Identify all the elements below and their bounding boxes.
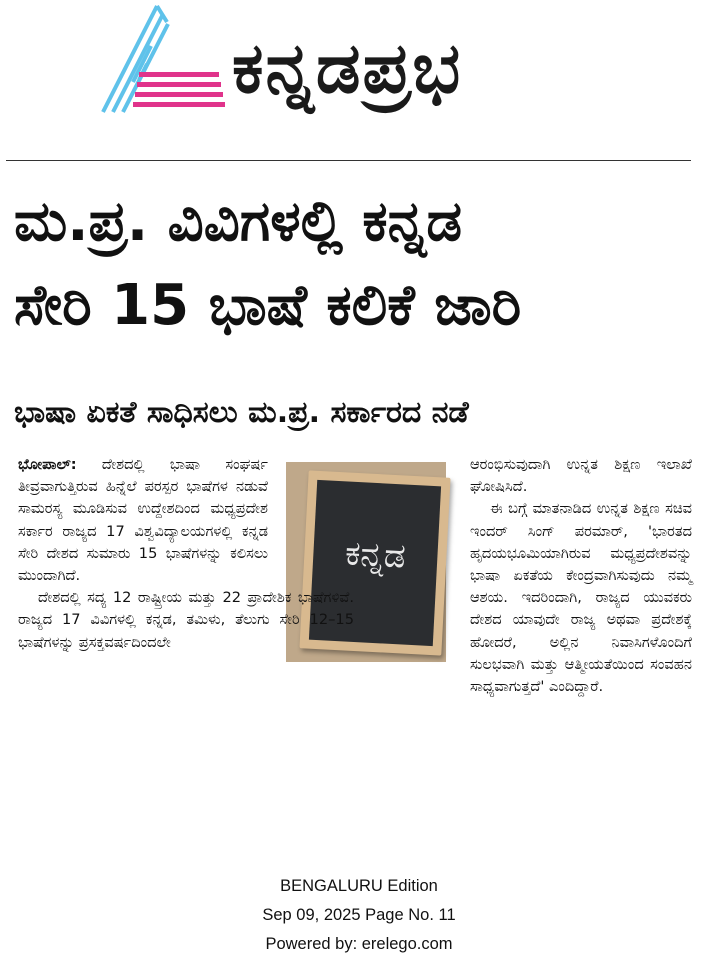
brand-name: ಕನ್ನಡಪ್ರಭ <box>232 27 463 109</box>
headline-line-1: ಮ.ಪ್ರ. ವಿವಿಗಳಲ್ಲಿ ಕನ್ನಡ <box>14 189 463 254</box>
subheadline: ಭಾಷಾ ಏಕತೆ ಸಾಧಿಸಲು ಮ.ಪ್ರ. ಸರ್ಕಾರದ ನಡೆ <box>14 395 469 430</box>
headline-line-2: ಸೇರಿ 15 ಭಾಷೆ ಕಲಿಕೆ ಜಾರಿ <box>14 273 522 338</box>
paragraph-2: ದೇಶದಲ್ಲಿ ಸದ್ಯ 12 ರಾಷ್ಟ್ರೀಯ ಮತ್ತು 22 ಪ್ರಾದೇಶಿಕ ಭಾಷೆಗಳಿವೆ. ರಾಜ್ಯದ 17 ವಿವಿಗಳಲ್ಲಿ ಕನ್ನಡ, ತಮಿಳು, ತೆಲುಗು ಸೇರಿ 12–15 ಭಾಷೆಗಳನ್ನು ಪ್ರಸಕ್ತವರ್ಷದಿಂದಲೇ <box>18 589 354 651</box>
masthead-divider <box>6 160 691 161</box>
chalkboard-text: ಕನ್ನಡ <box>344 533 407 577</box>
masthead <box>0 0 718 150</box>
paragraph-3: ಆರಂಭಿಸುವುದಾಗಿ ಉನ್ನತ ಶಿಕ್ಷಣ ಇಲಾಖೆ ಘೋಷಿಸಿದೆ. <box>470 456 692 496</box>
edition-label: BENGALURU Edition <box>280 877 438 895</box>
kannadaprabha-logo-icon <box>95 4 225 114</box>
powered-by-label: Powered by: erelego.com <box>265 935 453 953</box>
article-column-left <box>18 454 354 654</box>
paragraph-4: ಈ ಬಗ್ಗೆ ಮಾತನಾಡಿದ ಉನ್ನತ ಶಿಕ್ಷಣ ಸಚಿವ ಇಂದರ್ ಸಿಂಗ್ ಪರಮಾರ್, 'ಭಾರತದ ಹೃದಯಭೂಮಿಯಾಗಿರುವ ಮಧ್ಯಪ್ರದೇಶವನ್ನು ಭಾಷಾ ಏಕತೆಯ ಕೇಂದ್ರವಾಗಿಸುವುದು ನಮ್ಮ ಆಶಯ. ಇದರಿಂದಾಗಿ, ರಾಜ್ಯದ ಯುವಕರು ದೇಶದ ಯಾವುದೇ ರಾಜ್ಯ ಅಥವಾ ಪ್ರದೇಶಕ್ಕೆ ಹೋದರೆ, ಅಲ್ಲಿನ ನಿವಾಸಿಗಳೊಂದಿಗೆ ಸುಲಭವಾಗಿ ಮತ್ತು ಆತ್ಮೀಯತೆಯಿಂದ ಸಂವಹನ ಸಾಧ್ಯವಾಗುತ್ತದೆ' ಎಂದಿದ್ದಾರೆ. <box>470 500 692 696</box>
headline <box>14 180 704 348</box>
article-column-right <box>372 454 692 698</box>
paragraph-1 <box>18 454 268 587</box>
dateline: ಭೋಪಾಲ್: <box>18 456 77 473</box>
paragraph-1-text: ದೇಶದಲ್ಲಿ ಭಾಷಾ ಸಂಘರ್ಷ ತೀವ್ರವಾಗುತ್ತಿರುವ ಹಿನ್ನೆಲೆ ಪರಸ್ಪರ ಭಾಷೆಗಳ ನಡುವೆ ಸಾಮರಸ್ಯ ಮೂಡಿಸುವ ಉದ್ದೇಶದಿಂದ ಮಧ್ಯಪ್ರದೇಶ ಸರ್ಕಾರ ರಾಜ್ಯದ 17 ವಿಶ್ವವಿದ್ಯಾಲಯಗಳಲ್ಲಿ ಕನ್ನಡ ಸೇರಿ ದೇಶದ ಸುಮಾರು 15 ಭಾಷೆಗಳನ್ನು ಕಲಿಸಲು ಮುಂದಾಗಿದೆ. <box>18 456 268 585</box>
date-page-label: Sep 09, 2025 Page No. 11 <box>262 906 456 924</box>
